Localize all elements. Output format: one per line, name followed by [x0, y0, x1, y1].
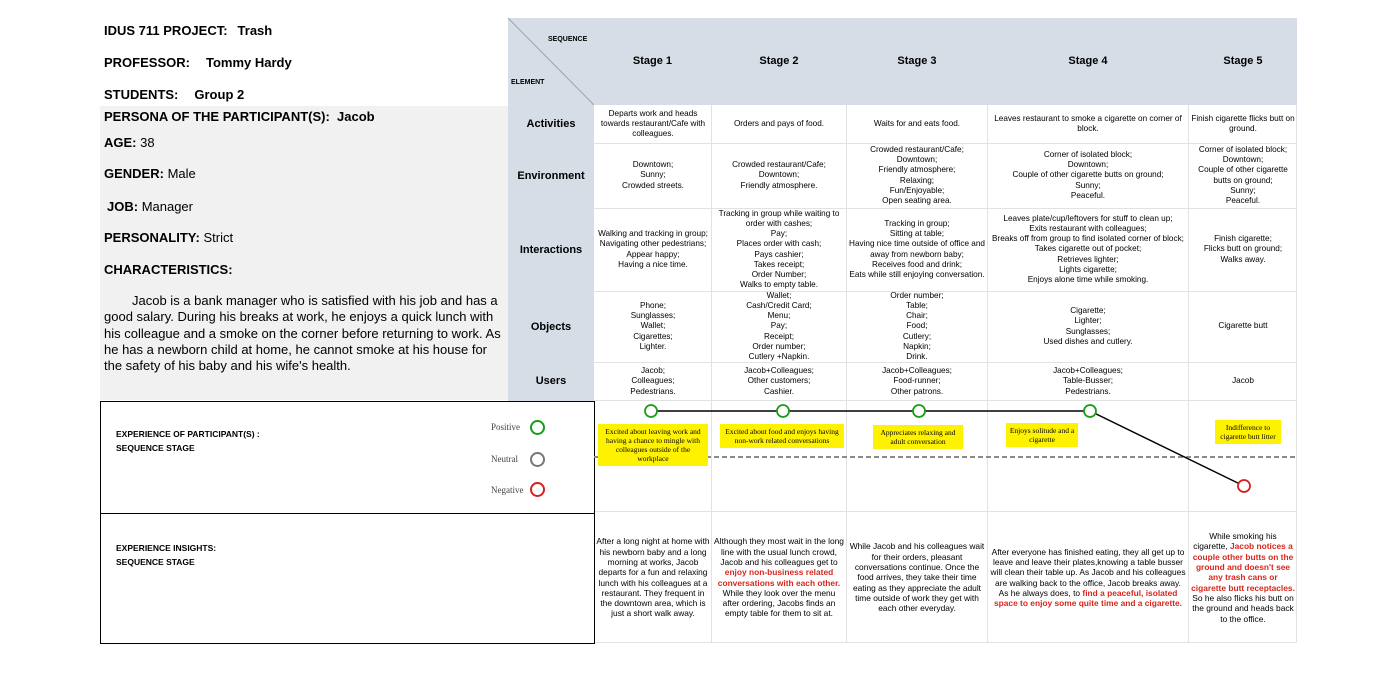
students-line: [104, 87, 244, 102]
persona-line: [104, 109, 375, 124]
environment-stage-5: Corner of isolated block; Downtown; Couple of other cigarette butts on ground; Sunny; Peaceful.: [1198, 144, 1288, 205]
interactions-stage-3: Tracking in group; Sitting at table; Having nice time outside of office and away from newborn baby; Receives food and drink; Eats while still enjoying conversation.: [849, 218, 985, 279]
stage-1-header: Stage 1: [632, 55, 673, 67]
persona-name: Jacob: [337, 109, 375, 124]
persona-bio: Jacob is a bank manager who is satisfied with his job and has a good salary. During his breaks at work, he enjoys a quick lunch with his colleague and a smoke on the corner before returning to work. As he has a newborn child at home, he cannot smoke at his house for the safety of his baby and his wife's health.: [104, 293, 501, 374]
legend-negative-circle: [530, 482, 545, 497]
objects-stage-4: Cigarette; Lighter; Sunglasses; Used dishes and cutlery.: [1043, 306, 1133, 346]
students-value: Group 2: [194, 87, 245, 102]
personality-line: [104, 230, 233, 245]
grid-divider: [987, 105, 988, 643]
age-line: [104, 135, 155, 150]
grid-divider: [1296, 105, 1297, 643]
insight-stage-5: While smoking his cigarette, Jacob notices a couple other butts on the ground and doesn't see any trash cans or cigarette butt receptacles. So he also flicks his butt on the ground and heads back to the office.: [1191, 531, 1295, 624]
objects-stage-1: Phone; Sunglasses; Wallet; Cigarettes; Lighter.: [630, 300, 676, 351]
legend-neutral-circle: [530, 452, 545, 467]
objects-stage-3: Order number; Table; Chair; Food; Cutlery; Napkin; Drink.: [890, 290, 944, 362]
row-label-environment: Environment: [517, 170, 585, 182]
note-stage-3: Appreciates relaxing and adult conversation: [873, 425, 963, 449]
interactions-stage-2: Tracking in group while waiting to order with cashes; Pay; Places order with cash; Pays cashier; Takes receipt; Order Number; Walks to empty table.: [718, 208, 840, 290]
activities-stage-5: Finish cigarette flicks butt on ground.: [1191, 113, 1295, 133]
professor-line: [104, 55, 292, 70]
stage-4-header: Stage 4: [1068, 55, 1108, 67]
users-stage-2: Jacob+Colleagues; Other customers; Cashier.: [744, 366, 814, 396]
note-stage-4: Enjoys solitude and a cigarette: [1006, 423, 1078, 447]
note-stage-1: Excited about leaving work and having a chance to mingle with colleagues outside of the workplace: [598, 424, 708, 466]
characteristics-line: [104, 262, 233, 277]
experience-point-stage-4: [1084, 405, 1096, 417]
activities-stage-1: Departs work and heads towards restaurant/Cafe with colleagues.: [600, 108, 706, 139]
stage-2-header: Stage 2: [759, 55, 799, 67]
experience-box: [100, 401, 595, 515]
legend-negative-label: Negative: [491, 485, 524, 495]
note-stage-5: Indifference to cigarette butt litter: [1215, 420, 1281, 444]
insight-stage-1: After a long night at home with his newborn baby and a long morning at works, Jacob departs for a fun and relaxing lunch with his colleagues at a restaurant. They frequent in the downtown area, which is just a short walk away.: [596, 536, 710, 619]
legend-positive-circle: [530, 420, 545, 435]
insight-stage-2: Although they most wait in the long line with the usual lunch crowd, Jacob and his colleagues get to enjoy non-business related conversations with each other. While they look over the menu after ordering, Jacobs finds an empty table for them to sit at.: [714, 536, 844, 619]
students-label: STUDENTS:: [104, 87, 179, 102]
insight-stage-3: While Jacob and his colleagues wait for their orders, pleasant conversations continue. Once the food arrives, they take their time eating as they appreciate the adult time outside of work they get with each other everyday.: [849, 541, 985, 614]
gender-value: Male: [167, 166, 196, 181]
persona-label: PERSONA OF THE PARTICIPANT(S):: [104, 109, 330, 124]
activities-stage-3: Waits for and eats food.: [873, 118, 961, 128]
row-label-activities: Activities: [526, 118, 576, 130]
grid-divider: [1188, 105, 1189, 643]
interactions-stage-5: Finish cigarette; Flicks butt on ground; Walks away.: [1203, 234, 1283, 264]
stage-3-header: Stage 3: [897, 55, 937, 67]
project-value: Trash: [237, 23, 273, 38]
project-line: [104, 23, 272, 38]
legend-positive-label: Positive: [491, 422, 521, 432]
stage-5-header: Stage 5: [1223, 55, 1263, 67]
activities-stage-4: Leaves restaurant to smoke a cigarette on corner of block.: [994, 113, 1182, 133]
professor-label: PROFESSOR:: [104, 55, 190, 70]
experience-point-stage-1: [645, 405, 657, 417]
environment-stage-2: Crowded restaurant/Cafe; Downtown; Friendly atmosphere.: [732, 160, 826, 190]
header-diagonal: [508, 18, 594, 105]
experience-title: EXPERIENCE OF PARTICIPANT(S) : SEQUENCE STAGE: [116, 429, 260, 453]
users-stage-3: Jacob+Colleagues; Food-runner; Other patrons.: [882, 366, 952, 396]
activities-stage-2: Orders and pays of food.: [733, 118, 825, 128]
grid-divider: [711, 105, 712, 643]
experience-point-stage-5: [1238, 480, 1250, 492]
job-label: JOB:: [107, 199, 139, 214]
experience-point-stage-2: [777, 405, 789, 417]
environment-stage-1: Downtown; Sunny; Crowded streets.: [622, 160, 684, 190]
job-line: [107, 199, 193, 214]
interactions-stage-1: Walking and tracking in group; Navigating other pedestrians; Appear happy; Having a nice time.: [598, 229, 708, 269]
environment-stage-4: Corner of isolated block; Downtown; Couple of other cigarette butts on ground; Sunny; Peaceful.: [1012, 149, 1164, 200]
sequence-label: SEQUENCE: [548, 36, 588, 43]
objects-stage-2: Wallet; Cash/Credit Card; Menu; Pay; Receipt; Order number; Cutlery +Napkin.: [746, 290, 812, 362]
row-label-interactions: Interactions: [519, 244, 583, 256]
grid-divider: [846, 105, 847, 643]
gender-line: [104, 166, 196, 181]
users-stage-1: Jacob; Colleagues; Pedestrians.: [630, 366, 676, 396]
experience-point-stage-3: [913, 405, 925, 417]
grid-divider: [594, 642, 1297, 643]
row-label-users: Users: [535, 375, 567, 387]
element-label: ELEMENT: [511, 79, 545, 86]
age-value: 38: [140, 135, 155, 150]
insight-stage-4: After everyone has finished eating, they all get up to leave and leave their plates,knowing a table busser will clean their table up. As Jacob and his colleagues are walking back to the office, Jacob breaks away. As he always does, to find a peaceful, isolated space to enjoy some quite time and a cigarette.: [990, 546, 1186, 609]
professor-value: Tommy Hardy: [205, 55, 292, 70]
objects-stage-5: Cigarette butt: [1218, 321, 1268, 331]
age-label: AGE:: [104, 135, 137, 150]
insights-box: [100, 513, 595, 644]
personality-value: Strict: [203, 230, 234, 245]
row-label-objects: Objects: [530, 321, 572, 333]
insights-title: EXPERIENCE INSIGHTS: SEQUENCE STAGE: [116, 543, 217, 567]
legend-neutral-label: Neutral: [491, 454, 518, 464]
project-label: IDUS 711 PROJECT:: [104, 23, 228, 38]
characteristics-label: CHARACTERISTICS:: [104, 262, 233, 277]
users-stage-4: Jacob+Colleagues; Table-Busser; Pedestrians.: [1053, 366, 1123, 396]
job-value: Manager: [141, 199, 193, 214]
environment-stage-3: Crowded restaurant/Cafe; Downtown; Friendly atmosphere; Relaxing; Fun/Enjoyable; Open seating area.: [870, 144, 964, 205]
gender-label: GENDER:: [104, 166, 164, 181]
interactions-stage-4: Leaves plate/cup/leftovers for stuff to clean up; Exits restaurant with colleagues; Breaks off from group to find isolated corner of block; Takes cigarette out of pocket; Retrieves lighter; Lights cigarette; Enjoys alone time while smoking.: [992, 213, 1184, 284]
users-stage-5: Jacob: [1232, 376, 1254, 386]
note-stage-2: Excited about food and enjoys having non-work related conversations: [720, 424, 844, 448]
personality-label: PERSONALITY:: [104, 230, 200, 245]
